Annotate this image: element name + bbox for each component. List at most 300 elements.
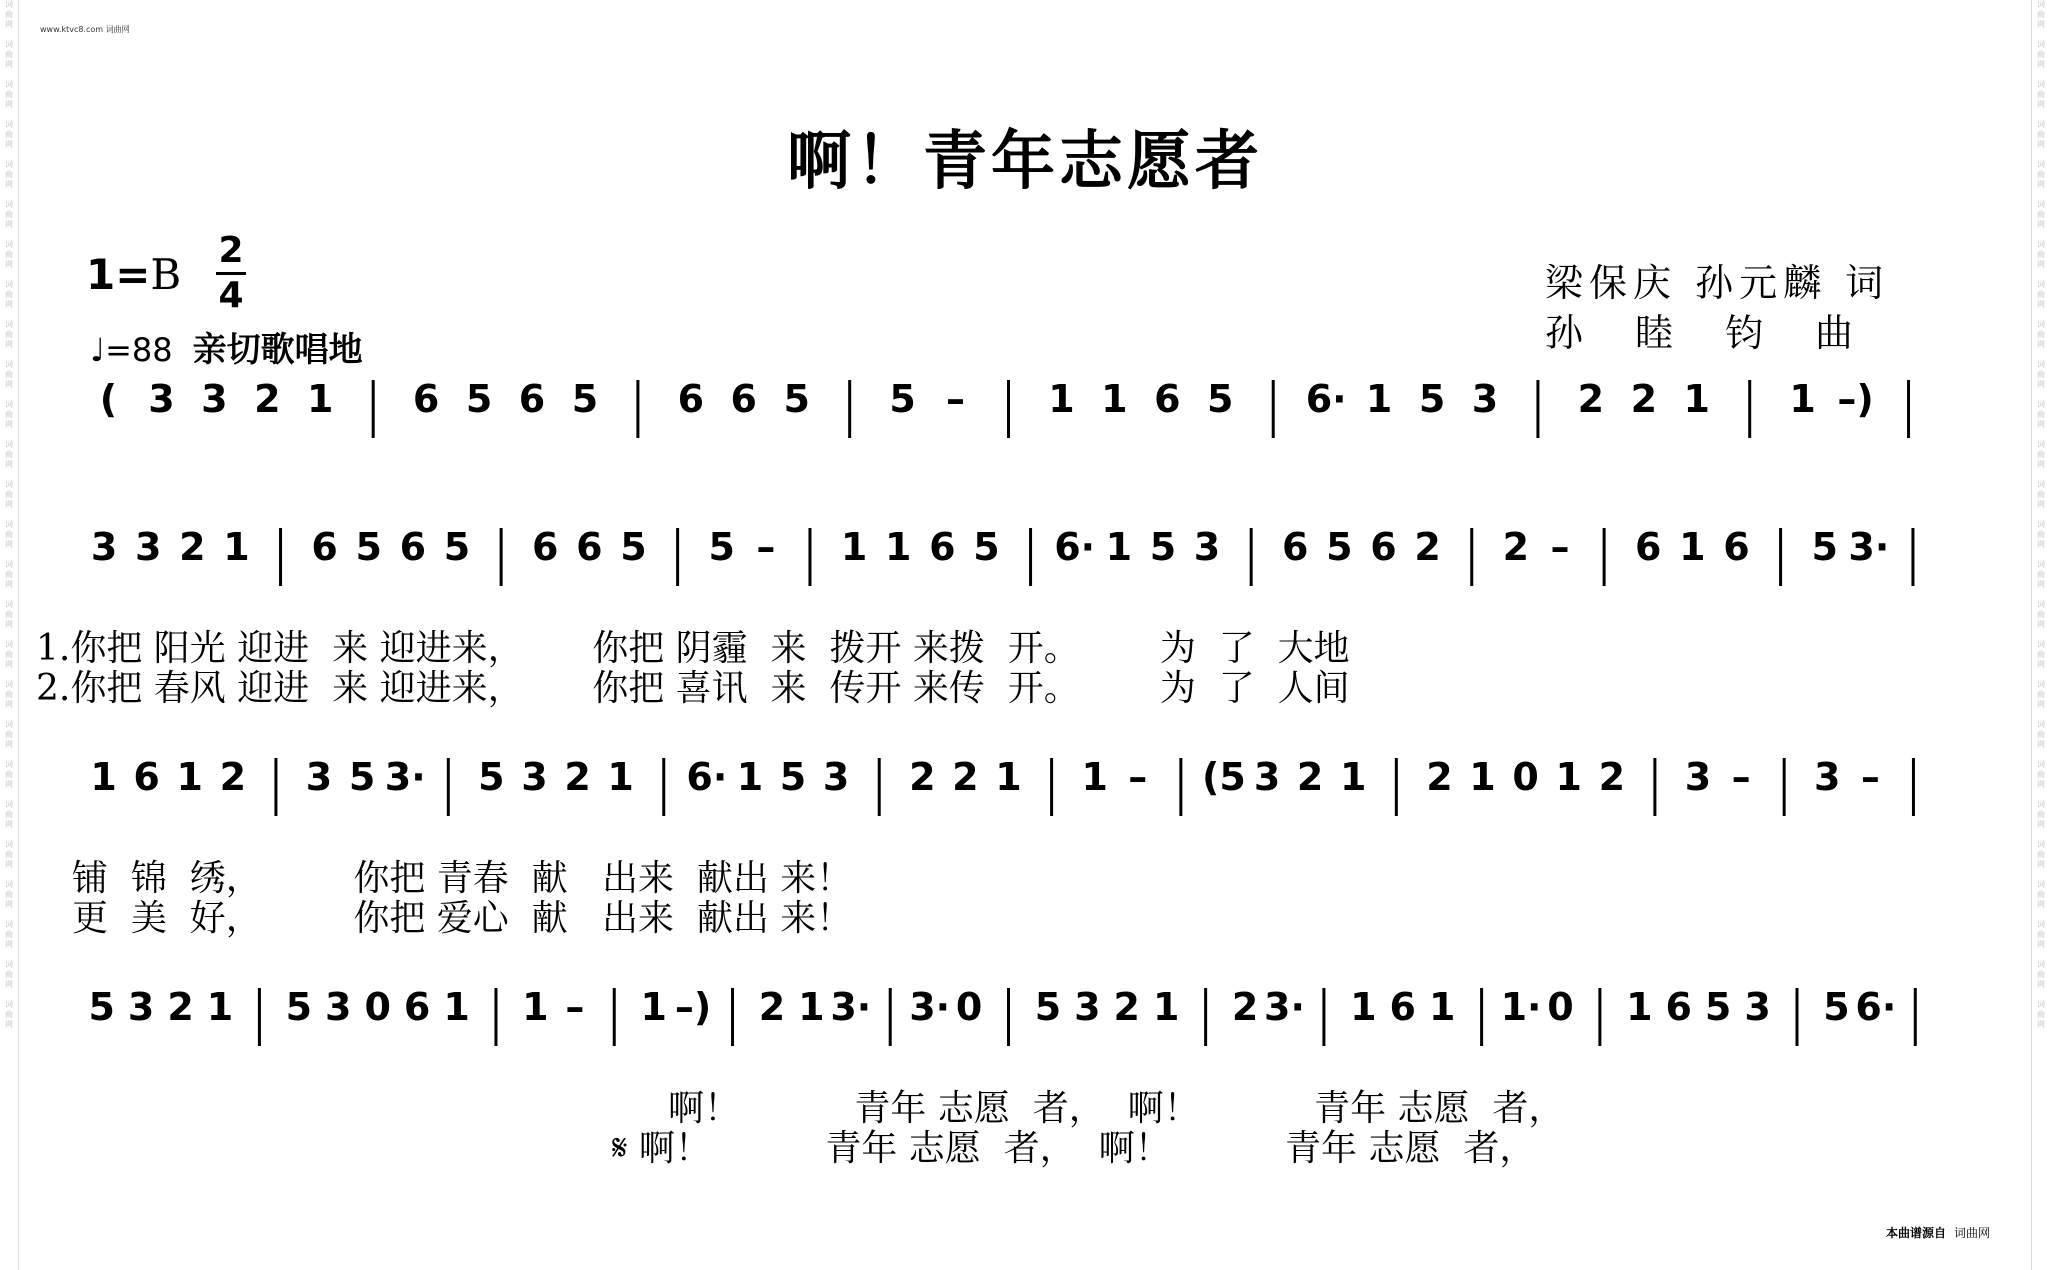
side-watermark-char: 网 — [5, 100, 13, 109]
side-watermark-char: 曲 — [2037, 570, 2045, 579]
side-watermark-char: 曲 — [2037, 1010, 2045, 1019]
side-watermark-char: 曲 — [5, 1010, 13, 1019]
side-watermark-char: 网 — [5, 780, 13, 789]
side-watermark-char: 曲 — [2037, 850, 2045, 859]
score-note: 1 — [1789, 377, 1816, 421]
side-watermark-char: 网 — [5, 140, 13, 149]
side-watermark-char: 网 — [2037, 260, 2045, 269]
score-note: 1 — [1350, 985, 1377, 1029]
side-watermark-char: 词 — [5, 600, 13, 609]
side-watermark-char: 网 — [5, 20, 13, 29]
score-note: 6· — [1305, 377, 1347, 421]
side-watermark-char: 网 — [5, 340, 13, 349]
side-watermark-char: 曲 — [5, 770, 13, 779]
side-watermark-char: 网 — [2037, 900, 2045, 909]
score-note: 3 — [1814, 755, 1841, 799]
score-note: – — [1550, 525, 1570, 569]
side-watermark-char: 词 — [2037, 680, 2045, 689]
score-note: 3 — [1684, 755, 1712, 799]
side-watermark-char: 曲 — [5, 530, 13, 539]
score-note: 3 — [325, 985, 352, 1029]
side-watermark-char: 曲 — [2037, 10, 2045, 19]
side-watermark-char: 曲 — [2037, 290, 2045, 299]
side-watermark-char: 网 — [5, 700, 13, 709]
score-note: 6 — [518, 377, 546, 421]
song-title: 啊！青年志愿者 — [787, 125, 1263, 199]
score-note: 5 — [443, 525, 471, 569]
side-watermark-char: 词 — [2037, 400, 2045, 409]
side-watermark-char: 网 — [2037, 460, 2045, 469]
score-note: 2 — [1414, 525, 1441, 569]
score-note: 5 — [1207, 377, 1234, 421]
score-note: 1 — [176, 755, 203, 799]
score-note: 1 — [307, 377, 334, 421]
score-note: 2 — [1426, 755, 1453, 799]
score-note: 5 — [1811, 525, 1838, 569]
side-watermark-char: 曲 — [2037, 90, 2045, 99]
side-watermark-char: 词 — [2037, 40, 2045, 49]
side-watermark-char: 词 — [5, 720, 13, 729]
score-note: 5 — [889, 377, 916, 421]
side-watermark-char: 网 — [2037, 420, 2045, 429]
side-watermark-char: 网 — [2037, 60, 2045, 69]
score-note: 1 — [640, 985, 667, 1029]
score-note: 6 — [532, 525, 559, 569]
side-watermark-char: 网 — [5, 260, 13, 269]
lyricist-credit: 梁保庆 孙元麟 词 — [1545, 261, 1890, 305]
score-note: 1 — [1683, 377, 1710, 421]
score-note: 5 — [620, 525, 647, 569]
side-watermark-char: 网 — [5, 180, 13, 189]
score-note: – — [565, 985, 585, 1029]
side-watermark-char: 曲 — [5, 90, 13, 99]
score-note: 6 — [1282, 525, 1309, 569]
score-note: (5 — [1202, 755, 1246, 799]
score-note: 2 — [909, 755, 936, 799]
score-note: 1 — [443, 985, 470, 1029]
score-note: 3 — [822, 755, 850, 799]
score-note: 3 — [1193, 525, 1221, 569]
score-note: 1 — [206, 985, 234, 1029]
side-watermark-char: 网 — [5, 940, 13, 949]
score-note: 2 — [254, 377, 281, 421]
side-watermark-char: 曲 — [5, 450, 13, 459]
side-watermark-char: 曲 — [2037, 410, 2045, 419]
score-note: 3· — [384, 755, 426, 799]
score-note: 0 — [955, 985, 983, 1029]
side-watermark-char: 网 — [2037, 740, 2045, 749]
side-watermark-char: 词 — [5, 840, 13, 849]
side-watermark-char: 词 — [2037, 80, 2045, 89]
score-note: 1 — [522, 985, 549, 1029]
side-watermark-char: 曲 — [5, 250, 13, 259]
side-watermark-char: 曲 — [5, 890, 13, 899]
side-watermark-char: 网 — [5, 740, 13, 749]
side-watermark-char: 曲 — [5, 850, 13, 859]
score-note: 1 — [1365, 377, 1393, 421]
time-top: 2 — [218, 230, 244, 271]
score-note: 6 — [677, 377, 705, 421]
side-watermark-char: 网 — [2037, 180, 2045, 189]
side-watermark-char: 词 — [5, 400, 13, 409]
side-watermark-char: 曲 — [2037, 650, 2045, 659]
footer-site: 词曲网 — [1953, 1226, 1990, 1240]
side-watermark-char: 曲 — [5, 930, 13, 939]
side-watermark-char: 词 — [5, 200, 13, 209]
score-note: 3· — [909, 985, 951, 1029]
side-watermark-char: 网 — [2037, 220, 2045, 229]
side-watermark-char: 词 — [5, 560, 13, 569]
score-note: – — [1860, 755, 1880, 799]
score-note: 6 — [1665, 985, 1692, 1029]
side-watermark-char: 网 — [2037, 780, 2045, 789]
score-note: 5 — [779, 755, 807, 799]
score-note: 3 — [90, 525, 118, 569]
side-watermark-char: 词 — [2037, 520, 2045, 529]
score-note: 1 — [1679, 525, 1706, 569]
side-watermark-char: 词 — [5, 40, 13, 49]
score-note: – — [1731, 755, 1751, 799]
side-watermark-char: 网 — [5, 60, 13, 69]
score-note: 2 — [1598, 755, 1626, 799]
score-note: 1 — [1626, 985, 1653, 1029]
side-watermark-char: 网 — [2037, 860, 2045, 869]
side-watermark-char: 网 — [2037, 140, 2045, 149]
side-watermark-char: 曲 — [2037, 370, 2045, 379]
score-note: 3 — [1074, 985, 1101, 1029]
side-watermark-char: 曲 — [5, 970, 13, 979]
score-note: 5 — [88, 985, 115, 1029]
side-watermark-char: 词 — [5, 1000, 13, 1009]
score-note: 6· — [1054, 525, 1096, 569]
site-url: www.ktvc8.com 词曲网 — [40, 25, 130, 34]
side-watermark-char: 曲 — [5, 410, 13, 419]
side-watermark-char: 曲 — [5, 290, 13, 299]
composer-name: 孙睦钧 — [1545, 311, 1816, 355]
side-watermark-char: 词 — [5, 0, 13, 9]
score-note: 1 — [736, 755, 764, 799]
side-watermark-char: 网 — [2037, 300, 2045, 309]
score-note: 5 — [571, 377, 599, 421]
score-note: 6 — [1634, 525, 1662, 569]
side-watermark-char: 网 — [2037, 540, 2045, 549]
score-note: 5 — [1034, 985, 1062, 1029]
side-watermark-char: 网 — [2037, 500, 2045, 509]
score-note: 5 — [783, 377, 810, 421]
score-note: 6 — [412, 377, 440, 421]
score-note: 1 — [1105, 525, 1133, 569]
side-watermark-char: 词 — [5, 240, 13, 249]
score-note: 5 — [1418, 377, 1446, 421]
side-watermark-char: 网 — [5, 460, 13, 469]
score-note: – — [756, 525, 776, 569]
side-watermark-char: 词 — [5, 320, 13, 329]
key-prefix: 1= — [86, 250, 151, 299]
side-watermark-char: 曲 — [5, 570, 13, 579]
score-note: 5 — [1704, 985, 1732, 1029]
score-note: ( — [99, 377, 118, 421]
score-note: 5 — [1823, 985, 1850, 1029]
side-watermark-char: 曲 — [2037, 970, 2045, 979]
side-watermark-char: 网 — [5, 540, 13, 549]
score-note: 6 — [1723, 525, 1750, 569]
side-watermark-char: 网 — [5, 220, 13, 229]
score-note: 1 — [884, 525, 912, 569]
time-bottom: 4 — [218, 275, 244, 316]
score-note: 5 — [973, 525, 1000, 569]
side-watermark-char: 词 — [2037, 120, 2045, 129]
score-note: 1 — [840, 525, 868, 569]
side-watermark-char: 词 — [5, 680, 13, 689]
side-watermark-char: 词 — [5, 80, 13, 89]
score-note: 3 — [1744, 985, 1771, 1029]
side-watermark-char: 词 — [2037, 320, 2045, 329]
side-watermark-char: 词 — [2037, 160, 2045, 169]
side-watermark-char: 词 — [2037, 200, 2045, 209]
side-watermark-char: 曲 — [5, 50, 13, 59]
lyric-verse2-line1: 2.你把 春风 迎进 来 迎进来， 你把 喜讯 来 传开 来传 开。 为 了 人间 — [36, 668, 1350, 709]
side-watermark-char: 曲 — [2037, 930, 2045, 939]
side-watermark-char: 词 — [2037, 880, 2045, 889]
score-note: 5 — [465, 377, 493, 421]
score-note: 3 — [148, 377, 175, 421]
side-watermark-char: 曲 — [5, 690, 13, 699]
score-note: 2 — [1231, 985, 1259, 1029]
score-note: 0 — [1547, 985, 1574, 1029]
side-watermark-char: 网 — [2037, 820, 2045, 829]
side-watermark-char: 词 — [2037, 1000, 2045, 1009]
side-watermark-char: 网 — [5, 500, 13, 509]
side-watermark-char: 词 — [5, 440, 13, 449]
footer-source — [1886, 1224, 1990, 1241]
lyric-chorus-line1: 啊！ 青年 志愿 者， 啊！ 青年 志愿 者， — [668, 1088, 1565, 1129]
side-watermark-char: 网 — [2037, 580, 2045, 589]
side-watermark-char: 词 — [5, 160, 13, 169]
side-watermark-char: 曲 — [2037, 250, 2045, 259]
side-watermark-char: 曲 — [5, 170, 13, 179]
side-watermark-char: 曲 — [2037, 50, 2045, 59]
side-watermark-char: 网 — [5, 860, 13, 869]
score-note: 5 — [1149, 525, 1177, 569]
lyric-verse1-line2: 铺 锦 绣， 你把 青春 献 出来 献出 来！ — [72, 858, 853, 899]
score-note: 2 — [179, 525, 206, 569]
tempo-mood: 亲切歌唱地 — [192, 330, 363, 370]
side-watermark-char: 词 — [2037, 720, 2045, 729]
score-note: 5 — [285, 985, 313, 1029]
side-watermark-char: 曲 — [5, 650, 13, 659]
score-note: 1 — [1469, 755, 1496, 799]
side-watermark-char: 网 — [2037, 700, 2045, 709]
side-watermark-char: 词 — [2037, 600, 2045, 609]
side-watermark-char: 词 — [2037, 800, 2045, 809]
score-note: 6 — [399, 525, 427, 569]
score-note: 2 — [1502, 525, 1530, 569]
side-watermark-char: 网 — [2037, 620, 2045, 629]
score-note: 1 — [798, 985, 825, 1029]
side-watermark-char: 网 — [5, 1020, 13, 1029]
key-note: B — [150, 250, 182, 299]
side-watermark-char: 网 — [5, 820, 13, 829]
side-watermark-char: 网 — [2037, 1020, 2045, 1029]
score-note: 6· — [686, 755, 728, 799]
score-note: 3 — [305, 755, 333, 799]
side-watermark-char: 网 — [2037, 940, 2045, 949]
score-note: 6 — [133, 755, 160, 799]
score-note: 1 — [223, 525, 250, 569]
score-note: 2 — [1113, 985, 1141, 1029]
side-watermark-char: 网 — [5, 620, 13, 629]
side-watermark-char: 词 — [2037, 280, 2045, 289]
side-watermark-char: 词 — [5, 960, 13, 969]
score-note: 1 — [1340, 755, 1367, 799]
score-note: 3 — [521, 755, 548, 799]
side-watermark-char: 网 — [2037, 20, 2045, 29]
score-note: 3 — [1471, 377, 1499, 421]
score-note: 2 — [758, 985, 786, 1029]
score-note: 6 — [1370, 525, 1397, 569]
side-watermark-char: 词 — [5, 800, 13, 809]
side-watermark-char: 曲 — [5, 810, 13, 819]
side-watermark-char: 网 — [2037, 660, 2045, 669]
side-watermark-char: 曲 — [5, 10, 13, 19]
score-note: 3· — [830, 985, 872, 1029]
side-watermark-char: 曲 — [5, 130, 13, 139]
side-watermark-char: 词 — [2037, 440, 2045, 449]
lyric-verse1-line1: 1.你把 阳光 迎进 来 迎进来， 你把 阴霾 来 拨开 来拨 开。 为 了 大地 — [36, 628, 1350, 669]
footer-source-label: 本曲谱源自 — [1885, 1226, 1946, 1240]
side-watermark-char: 词 — [2037, 920, 2045, 929]
score-note: 6 — [403, 985, 431, 1029]
side-watermark-char: 网 — [5, 580, 13, 589]
side-watermark-char: 词 — [5, 280, 13, 289]
score-note: 3 — [127, 985, 155, 1029]
score-note: – — [946, 377, 966, 421]
side-watermark-char: 网 — [5, 380, 13, 389]
score-note: 5 — [708, 525, 735, 569]
side-watermark-char: 词 — [5, 920, 13, 929]
score-note: 2 — [167, 985, 194, 1029]
side-watermark-char: 曲 — [2037, 610, 2045, 619]
lyric-chorus-line2: 𝄋 啊！ 青年 志愿 者， 啊！ 青年 志愿 者， — [612, 1128, 1536, 1169]
side-watermark-char: 曲 — [2037, 170, 2045, 179]
side-watermark-char: 网 — [5, 660, 13, 669]
score-note: 6 — [576, 525, 603, 569]
side-watermark-char: 曲 — [2037, 130, 2045, 139]
side-watermark-char: 曲 — [2037, 490, 2045, 499]
score-note: 3 — [201, 377, 228, 421]
side-watermark-char: 网 — [5, 980, 13, 989]
side-watermark-char: 曲 — [2037, 890, 2045, 899]
side-watermark-char: 词 — [2037, 960, 2045, 969]
score-note: 1 — [1048, 377, 1075, 421]
score-note: 2 — [564, 755, 591, 799]
lyric-verse2-line2: 更 美 好， 你把 爱心 献 出来 献出 来！ — [72, 898, 853, 939]
score-note: 1· — [1500, 985, 1542, 1029]
side-watermark-char: 词 — [5, 640, 13, 649]
side-watermark-char: 词 — [2037, 240, 2045, 249]
side-watermark-char: 曲 — [5, 730, 13, 739]
score-note: 3· — [1848, 525, 1890, 569]
side-watermark-char: 网 — [2037, 100, 2045, 109]
score-note: 2 — [219, 755, 247, 799]
side-watermark-char: 词 — [5, 480, 13, 489]
side-watermark-char: 词 — [5, 360, 13, 369]
score-note: 1 — [1152, 985, 1180, 1029]
tempo-value: ♩=88 — [90, 331, 173, 369]
side-watermark-char: 曲 — [2037, 330, 2045, 339]
side-watermark-char: 网 — [5, 420, 13, 429]
score-note: 1 — [1081, 755, 1108, 799]
side-watermark-char: 词 — [2037, 360, 2045, 369]
side-watermark-char: 曲 — [2037, 770, 2045, 779]
score-note: 6 — [1389, 985, 1416, 1029]
side-watermark-char: 词 — [2037, 840, 2045, 849]
side-watermark-char: 词 — [5, 120, 13, 129]
score-note: 1 — [995, 755, 1022, 799]
score-note: 1 — [1428, 985, 1456, 1029]
side-watermark-char: 词 — [2037, 480, 2045, 489]
side-watermark-char: 曲 — [5, 490, 13, 499]
side-watermark-char: 词 — [2037, 0, 2045, 9]
side-watermark-char: 网 — [5, 900, 13, 909]
score-note: 2 — [1630, 377, 1658, 421]
score-note: 2 — [1577, 377, 1605, 421]
side-watermark-char: 词 — [2037, 560, 2045, 569]
side-watermark-char: 网 — [2037, 980, 2045, 989]
side-watermark-char: 词 — [5, 880, 13, 889]
side-watermark-char: 词 — [2037, 640, 2045, 649]
score-note: 5 — [355, 525, 383, 569]
side-watermark-char: 曲 — [2037, 730, 2045, 739]
score-note: 1 — [1101, 377, 1128, 421]
side-watermark-char: 曲 — [2037, 450, 2045, 459]
score-note: 6· — [1855, 985, 1897, 1029]
side-watermark-char: 曲 — [5, 370, 13, 379]
score-note: 3 — [1253, 755, 1281, 799]
side-watermark-char: 词 — [2037, 760, 2045, 769]
side-watermark-char: 网 — [2037, 380, 2045, 389]
score-note: 6 — [1154, 377, 1181, 421]
score-note: 6 — [311, 525, 338, 569]
score-note: 3· — [1264, 985, 1305, 1029]
score-note: – — [1128, 755, 1148, 799]
score-note: 3 — [134, 525, 162, 569]
side-watermark-char: 词 — [5, 520, 13, 529]
side-watermark-char: 曲 — [2037, 530, 2045, 539]
score-note: 5 — [478, 755, 505, 799]
score-note: 1 — [607, 755, 634, 799]
side-watermark-char: 曲 — [5, 210, 13, 219]
side-watermark-char: 词 — [5, 760, 13, 769]
side-watermark-char: 曲 — [5, 610, 13, 619]
score-note: 6 — [929, 525, 956, 569]
score-note: 2 — [1296, 755, 1324, 799]
side-watermark-char: 曲 — [2037, 690, 2045, 699]
score-note: 5 — [1326, 525, 1353, 569]
side-watermark-char: 曲 — [2037, 210, 2045, 219]
composer-suffix: 曲 — [1815, 311, 1854, 355]
score-note: –) — [1837, 377, 1874, 421]
side-watermark-char: 网 — [5, 300, 13, 309]
score-note: 1 — [90, 755, 117, 799]
score-note: 0 — [364, 985, 391, 1029]
side-watermark-char: 曲 — [2037, 810, 2045, 819]
score-note: 5 — [348, 755, 376, 799]
score-note: 2 — [952, 755, 979, 799]
side-watermark-char: 网 — [2037, 340, 2045, 349]
score-note: 6 — [730, 377, 758, 421]
side-watermark-char: 曲 — [5, 330, 13, 339]
